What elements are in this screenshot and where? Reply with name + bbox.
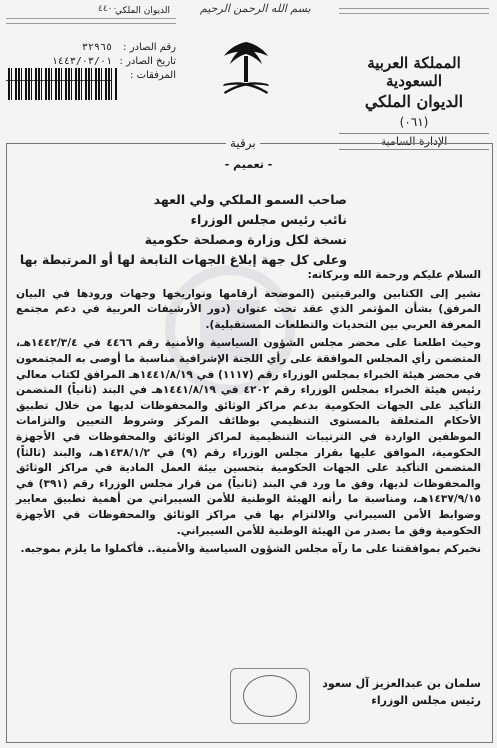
kingdom-name: المملكة العربية السعودية	[367, 54, 461, 90]
office-code: (٠٦١)	[399, 115, 429, 129]
paragraph-closing: نخبركم بموافقتنا على ما رآه مجلس الشؤون السياسية والأمنية.. فأكملوا ما يلزم بموجبه.	[20, 543, 481, 556]
greeting: السلام عليكم ورحمة الله وبركاته:	[307, 269, 481, 281]
kingdom-header	[339, 6, 489, 150]
paragraph-decision: وحيث اطلعنا على محضر مجلس الشؤون السياسية والأمنية رقم ٤٤٦٦ في ١٤٤٢/٣/٤هـ، المتضمن رأي المجلس الموافقة على رأي اللجنة الإشرافية مناسبة ما أوصى به المجتمعون في محضر هيئة الخبراء بمجلس الوزراء رقم (١١١٧) في ١٤٤١/٨/١٩هـ المرافق لكتاب معالي رئيس هيئة الخبراء بمجلس الوزراء رقم ٤٢٠٢ في ١٤٤١/٨/١٩هـ في البند (ثانياً) المتضمن التأكيد على الجهات الحكومية بدعم مراكز الوثائق والمحفوظات لديها من خلال تطبيق الأحكام المتعلقة بالمستوى التنظيمي بوظائف المركز وشروط التعيين والتزامات الموظفين الواردة في الترتيبات التنظيمية لمراكز الوثائق والمحفوظات في الأجهزة الحكومية، الموافق عليها بقرار مجلس الوزراء رقم (٩) في ١٤٣٨/١/٢هـ، والبند (ثالثاً) المتضمن التأكيد على الجهات الحكومية بتحسين بيئة العمل المادية في مراكز الوثائق والمحفوظات لديها، وفق ما ورد في البند (ثانياً) من قرار مجلس الوزراء رقم (٣٩١) في ١٤٣٧/٩/١٥هـ، ومناسبة ما رأته الهيئة الوطنية للأمن السيبراني من أهمية تطبيق معايير وضوابط الأمن السيبراني والالتزام بها في مراكز الوثائق والمحفوظات في الأجهزة الحكومية وفق ما يصدر من الهيئة الوطنية للأمن السيبراني.	[16, 337, 482, 537]
royal-court-name: الديوان الملكي	[364, 92, 464, 111]
circular-label: - تعميم -	[224, 158, 273, 171]
ref-date-row	[6, 56, 176, 67]
date-label: تاريخ الصادر :	[119, 56, 176, 67]
addressee-line: صاحب السمو الملكي ولي العهد	[153, 192, 347, 207]
attachments-label: المرفقات :	[130, 70, 176, 81]
date-value: ١٤٤٣/٠٣/٠١	[51, 56, 112, 67]
signatory-title: رئيس مجلس الوزراء	[371, 694, 481, 707]
seal-stamp-icon	[230, 668, 310, 724]
addressee-line: وعلى كل جهة إبلاغ الجهات التابعة لها أو المرتبطة بها	[19, 252, 347, 267]
barcode-icon	[8, 68, 118, 100]
ref-label: رقم الصادر :	[123, 42, 176, 53]
left-ornament-lines	[6, 18, 176, 24]
paragraph-reference: نشير إلى الكتابين والبرقيتين (الموضحة أرقامها وتواريخها وجهات ورودها في البيان المرفق) بشأن المؤتمر الذي عقد تحت عنوان (دور الأرشيفات العربية في دعم مجتمع المعرفة العربي بين التحديات والتطلعات المستقبلية).	[16, 287, 481, 331]
telegram-label: برقية	[226, 136, 260, 150]
seal-inner-ring	[243, 675, 297, 717]
left-diwan-title: الديوان الملكي	[115, 6, 170, 16]
signature-block	[322, 675, 481, 709]
top-number: ٤٤٠٠	[98, 4, 118, 14]
basmala: بسم الله الرحمن الرحيم	[200, 2, 311, 15]
ref-value: ٣٢٩٦٥	[81, 42, 112, 53]
ref-number-row	[6, 42, 176, 53]
addressee-block	[19, 190, 347, 270]
signatory-name: سلمان بن عبدالعزيز آل سعود	[322, 677, 481, 690]
addressee-line: نسخة لكل وزارة ومصلحة حكومية	[144, 232, 347, 247]
right-ornament-lines	[339, 8, 489, 14]
letter-body	[16, 268, 481, 561]
addressee-line: نائب رئيس مجلس الوزراء	[190, 212, 347, 227]
palm-swords-emblem-icon	[218, 38, 274, 98]
department-name: الإدارة السامية	[339, 133, 489, 150]
